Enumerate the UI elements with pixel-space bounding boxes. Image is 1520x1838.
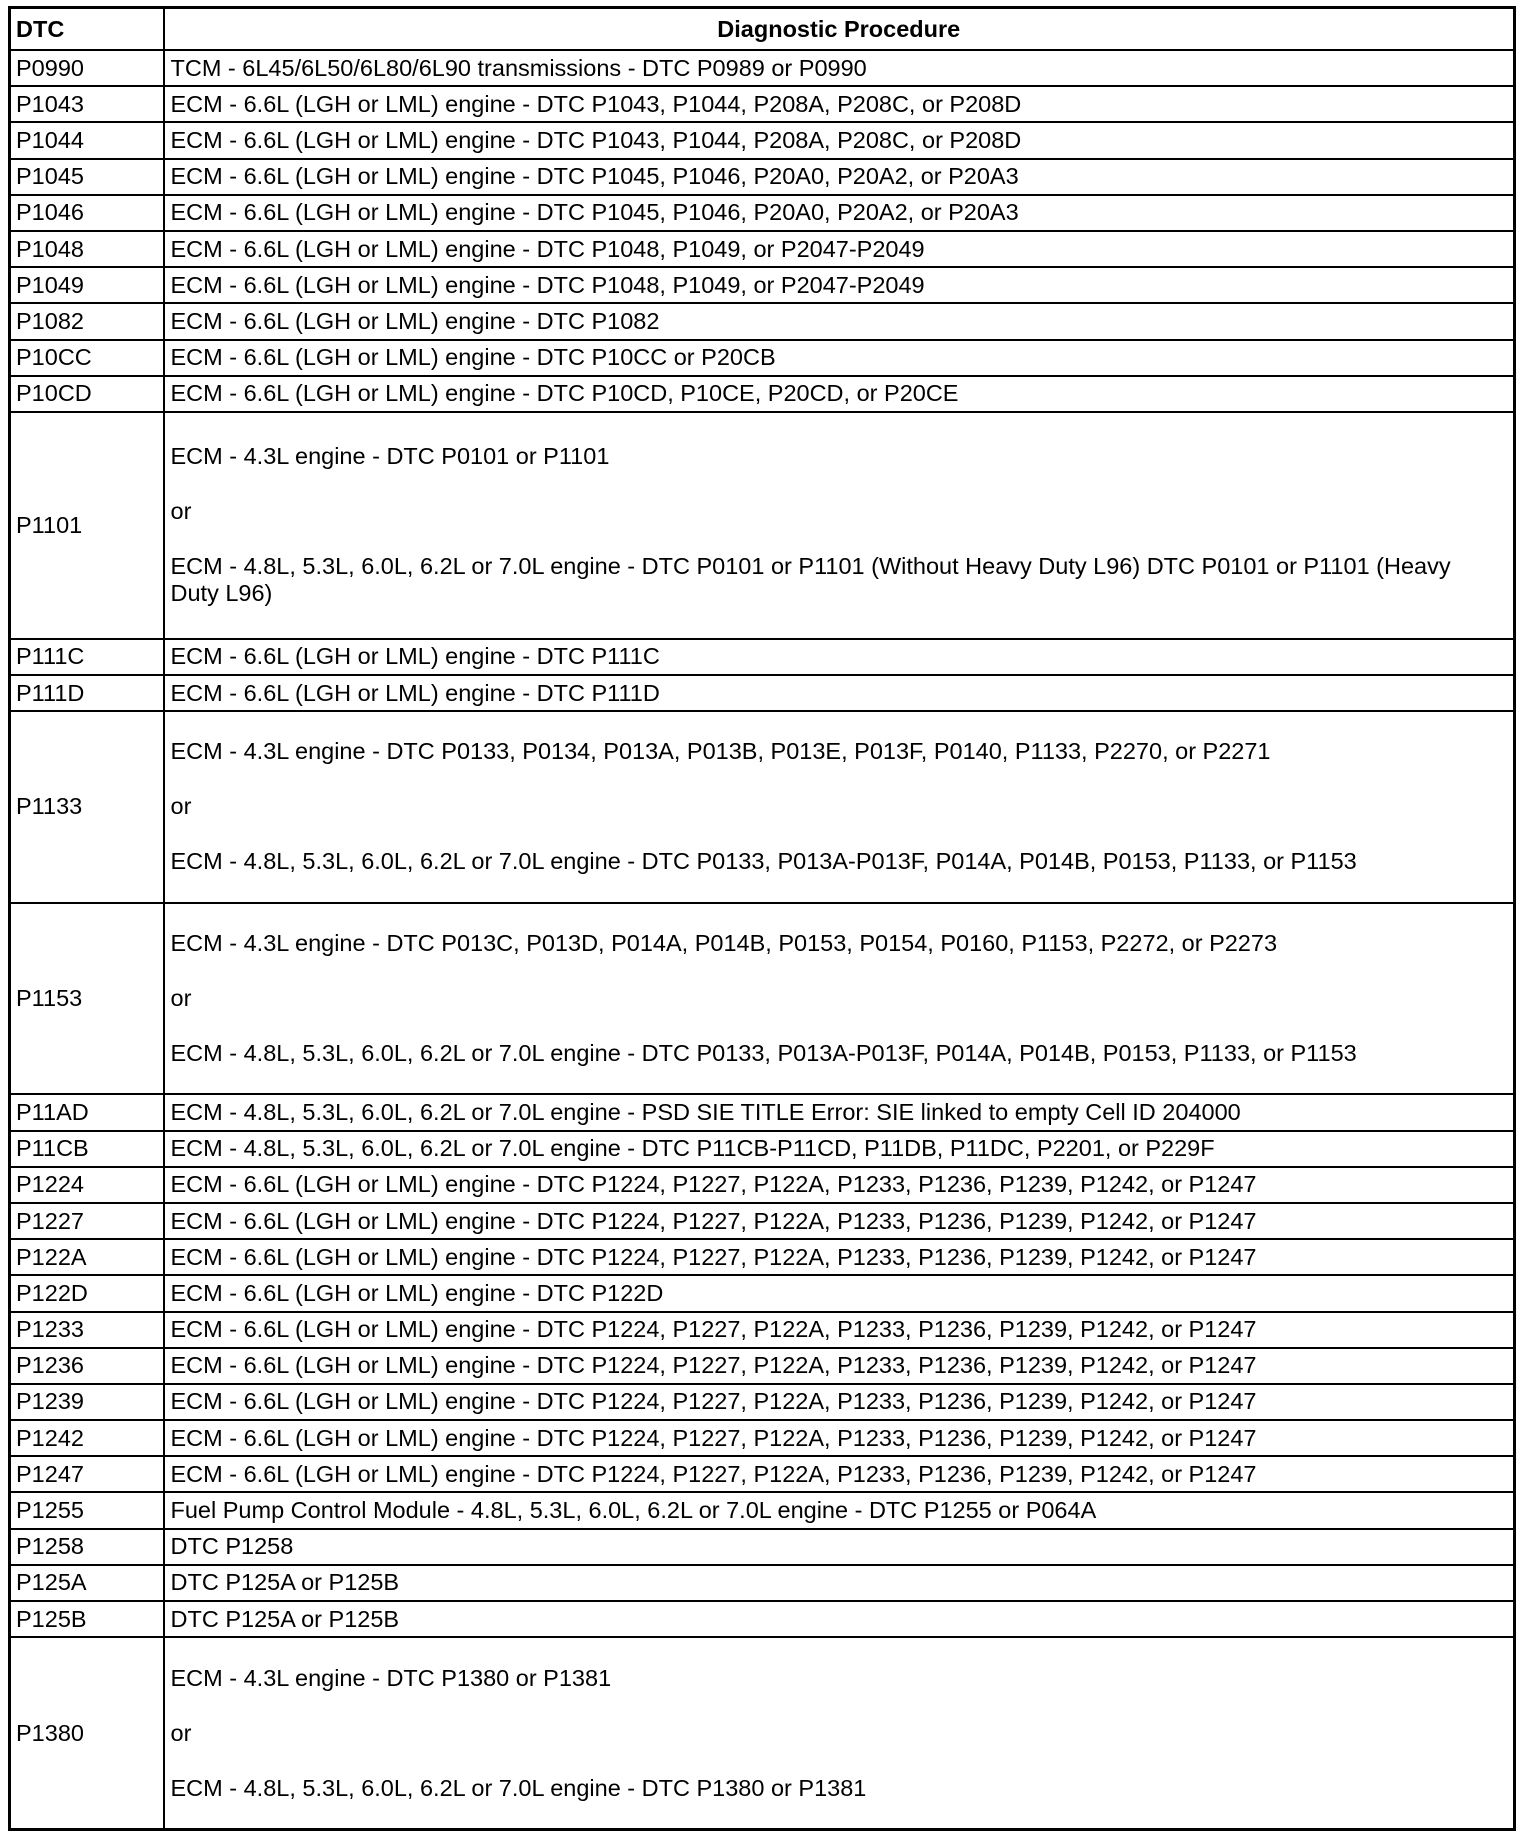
table-row [10,50,1515,86]
dtc-code-cell: P1045 [10,159,164,195]
diagnostic-procedure-cell: DTC P125A or P125B [164,1601,1515,1637]
dtc-code-cell: P1133 [10,711,164,903]
diagnostic-procedure-cell: DTC P1258 [164,1529,1515,1565]
table-row [10,412,1515,639]
diagnostic-procedure-cell: ECM - 6.6L (LGH or LML) engine - DTC P1048, P1049, or P2047-P2049 [164,231,1515,267]
diagnostic-procedure-cell: ECM - 6.6L (LGH or LML) engine - DTC P1043, P1044, P208A, P208C, or P208D [164,86,1515,122]
diagnostic-procedure-cell: ECM - 6.6L (LGH or LML) engine - DTC P1224, P1227, P122A, P1233, P1236, P1239, P1242, or P1247 [164,1348,1515,1384]
diagnostic-procedure-cell: ECM - 6.6L (LGH or LML) engine - DTC P1224, P1227, P122A, P1233, P1236, P1239, P1242, or P1247 [164,1420,1515,1456]
dtc-code-cell: P1242 [10,1420,164,1456]
table-row [10,1348,1515,1384]
dtc-code-cell: P1227 [10,1203,164,1239]
table-row [10,1420,1515,1456]
dtc-code-cell: P1049 [10,267,164,303]
table-row [10,267,1515,303]
table-row [10,1456,1515,1492]
header-diagnostic-procedure: Diagnostic Procedure [164,8,1515,51]
procedure-line: ECM - 4.3L engine - DTC P013C, P013D, P014A, P014B, P0153, P0154, P0160, P1153, P2272, or P2273 [170,930,1278,957]
table-row [10,1131,1515,1167]
dtc-table [8,6,1516,1831]
diagnostic-procedure-cell: ECM - 6.6L (LGH or LML) engine - DTC P111D [164,675,1515,711]
diagnostic-procedure-cell: ECM - 6.6L (LGH or LML) engine - DTC P1224, P1227, P122A, P1233, P1236, P1239, P1242, or P1247 [164,1312,1515,1348]
diagnostic-procedure-cell: ECM - 6.6L (LGH or LML) engine - DTC P1224, P1227, P122A, P1233, P1236, P1239, P1242, or P1247 [164,1167,1515,1203]
table-row [10,1094,1515,1130]
dtc-code-cell: P1236 [10,1348,164,1384]
dtc-code-cell: P1046 [10,195,164,231]
procedure-line: ECM - 4.8L, 5.3L, 6.0L, 6.2L or 7.0L engine - DTC P1380 or P1381 [170,1774,867,1801]
dtc-code-cell: P111D [10,675,164,711]
line-gap [171,470,1506,498]
dtc-code-cell: P125B [10,1601,164,1637]
diagnostic-procedure-cell: ECM - 6.6L (LGH or LML) engine - DTC P1224, P1227, P122A, P1233, P1236, P1239, P1242, or P1247 [164,1239,1515,1275]
table-row [10,231,1515,267]
dtc-code-cell: P1043 [10,86,164,122]
dtc-code-cell: P1082 [10,303,164,339]
procedure-line: ECM - 4.8L, 5.3L, 6.0L, 6.2L or 7.0L engine - DTC P0133, P013A-P013F, P014A, P014B, P0153, P1133, or P1153 [170,1040,1357,1067]
dtc-code-cell: P122A [10,1239,164,1275]
line-gap [171,957,1506,985]
table-row [10,1565,1515,1601]
line-gap [171,525,1506,553]
diagnostic-procedure-cell [164,711,1515,903]
dtc-code-cell: P1101 [10,412,164,639]
or-separator: or [170,1719,192,1746]
table-row [10,1203,1515,1239]
table-header-row [10,8,1515,51]
dtc-code-cell: P1239 [10,1384,164,1420]
table-row [10,1239,1515,1275]
table-row [10,1275,1515,1311]
line-gap [171,765,1506,793]
table-row [10,376,1515,412]
table-row [10,675,1515,711]
table-row [10,1312,1515,1348]
or-separator: or [170,985,192,1012]
procedure-line: ECM - 4.8L, 5.3L, 6.0L, 6.2L or 7.0L engine - DTC P0133, P013A-P013F, P014A, P014B, P0153, P1133, or P1153 [170,848,1357,875]
dtc-code-cell: P1048 [10,231,164,267]
or-separator: or [170,498,192,525]
header-dtc: DTC [10,8,164,51]
table-row [10,903,1515,1095]
table-row [10,340,1515,376]
procedure-line: ECM - 4.3L engine - DTC P0101 or P1101 [170,443,610,470]
dtc-code-cell: P10CC [10,340,164,376]
dtc-code-cell: P1380 [10,1637,164,1829]
table-row [10,159,1515,195]
dtc-code-cell: P111C [10,639,164,675]
diagnostic-procedure-cell: ECM - 4.8L, 5.3L, 6.0L, 6.2L or 7.0L engine - PSD SIE TITLE Error: SIE linked to empty Cell ID 204000 [164,1094,1515,1130]
dtc-code-cell: P0990 [10,50,164,86]
table-row [10,1637,1515,1829]
dtc-code-cell: P11CB [10,1131,164,1167]
diagnostic-procedure-cell: ECM - 6.6L (LGH or LML) engine - DTC P1082 [164,303,1515,339]
dtc-code-cell: P125A [10,1565,164,1601]
procedure-line: ECM - 4.3L engine - DTC P1380 or P1381 [170,1664,612,1691]
table-row [10,1492,1515,1528]
dtc-code-cell: P122D [10,1275,164,1311]
dtc-code-cell: P1233 [10,1312,164,1348]
diagnostic-procedure-cell: ECM - 6.6L (LGH or LML) engine - DTC P1048, P1049, or P2047-P2049 [164,267,1515,303]
diagnostic-procedure-cell: ECM - 6.6L (LGH or LML) engine - DTC P1045, P1046, P20A0, P20A2, or P20A3 [164,159,1515,195]
table-row [10,1167,1515,1203]
diagnostic-procedure-cell: ECM - 6.6L (LGH or LML) engine - DTC P1045, P1046, P20A0, P20A2, or P20A3 [164,195,1515,231]
procedure-line: ECM - 4.3L engine - DTC P0133, P0134, P013A, P013B, P013E, P013F, P0140, P1133, P2270, or P2271 [170,738,1271,765]
diagnostic-procedure-cell [164,903,1515,1095]
diagnostic-procedure-cell: ECM - 4.8L, 5.3L, 6.0L, 6.2L or 7.0L engine - DTC P11CB-P11CD, P11DB, P11DC, P2201, or P229F [164,1131,1515,1167]
diagnostic-procedure-cell: ECM - 6.6L (LGH or LML) engine - DTC P122D [164,1275,1515,1311]
table-row [10,711,1515,903]
diagnostic-procedure-cell: Fuel Pump Control Module - 4.8L, 5.3L, 6.0L, 6.2L or 7.0L engine - DTC P1255 or P064A [164,1492,1515,1528]
line-gap [171,820,1506,848]
diagnostic-procedure-cell: ECM - 6.6L (LGH or LML) engine - DTC P10CC or P20CB [164,340,1515,376]
diagnostic-procedure-cell: ECM - 6.6L (LGH or LML) engine - DTC P1043, P1044, P208A, P208C, or P208D [164,122,1515,158]
dtc-code-cell: P1255 [10,1492,164,1528]
diagnostic-procedure-cell: ECM - 6.6L (LGH or LML) engine - DTC P1224, P1227, P122A, P1233, P1236, P1239, P1242, or P1247 [164,1203,1515,1239]
diagnostic-procedure-cell [164,412,1515,639]
diagnostic-procedure-cell: TCM - 6L45/6L50/6L80/6L90 transmissions - DTC P0989 or P0990 [164,50,1515,86]
procedure-line: ECM - 4.8L, 5.3L, 6.0L, 6.2L or 7.0L engine - DTC P0101 or P1101 (Without Heavy Duty L96) DTC P0101 or P1101 (Heavy Duty L96) [170,553,1451,607]
dtc-code-cell: P1153 [10,903,164,1095]
dtc-code-cell: P11AD [10,1094,164,1130]
table-row [10,303,1515,339]
line-gap [171,1012,1506,1040]
diagnostic-procedure-cell: ECM - 6.6L (LGH or LML) engine - DTC P10CD, P10CE, P20CD, or P20CE [164,376,1515,412]
line-gap [171,1747,1506,1775]
table-row [10,1601,1515,1637]
table-row [10,122,1515,158]
table-row [10,195,1515,231]
document-page [8,6,1516,1831]
diagnostic-procedure-cell: ECM - 6.6L (LGH or LML) engine - DTC P1224, P1227, P122A, P1233, P1236, P1239, P1242, or P1247 [164,1384,1515,1420]
diagnostic-procedure-cell: DTC P125A or P125B [164,1565,1515,1601]
dtc-code-cell: P10CD [10,376,164,412]
table-row [10,1529,1515,1565]
line-gap [171,1692,1506,1720]
dtc-code-cell: P1224 [10,1167,164,1203]
diagnostic-procedure-cell: ECM - 6.6L (LGH or LML) engine - DTC P111C [164,639,1515,675]
diagnostic-procedure-cell: ECM - 6.6L (LGH or LML) engine - DTC P1224, P1227, P122A, P1233, P1236, P1239, P1242, or P1247 [164,1456,1515,1492]
dtc-code-cell: P1258 [10,1529,164,1565]
table-body [10,50,1515,1830]
dtc-code-cell: P1247 [10,1456,164,1492]
or-separator: or [170,793,192,820]
dtc-code-cell: P1044 [10,122,164,158]
table-row [10,1384,1515,1420]
diagnostic-procedure-cell [164,1637,1515,1829]
table-row [10,86,1515,122]
table-row [10,639,1515,675]
